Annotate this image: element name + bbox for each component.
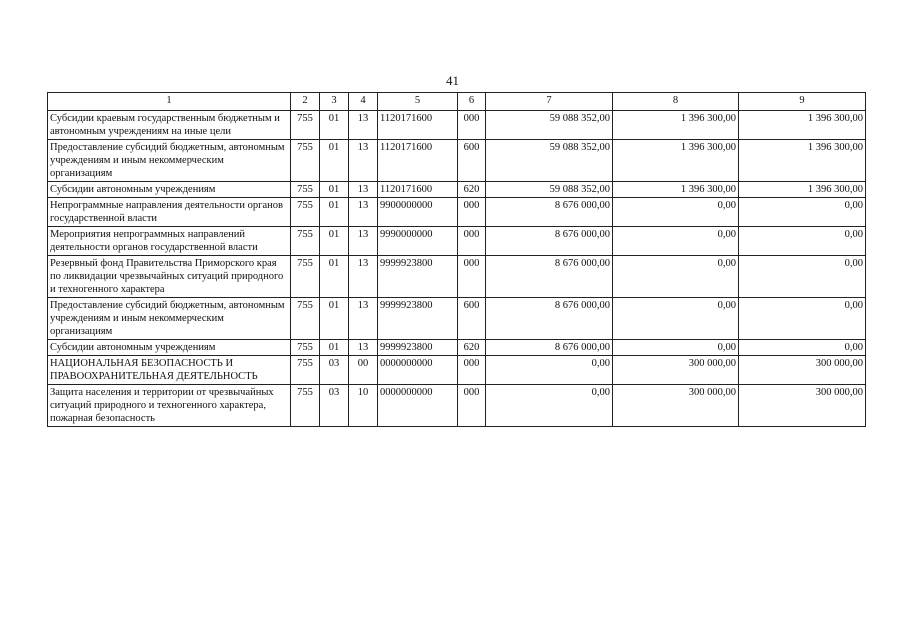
section-code: 01 — [320, 256, 349, 298]
subsection-code: 10 — [349, 385, 378, 427]
column-header: 9 — [739, 93, 866, 111]
subsection-code: 13 — [349, 111, 378, 140]
amount-col9: 1 396 300,00 — [739, 140, 866, 182]
section-code: 03 — [320, 385, 349, 427]
header-row — [48, 93, 866, 111]
row-name: Субсидии автономным учреждениям — [48, 340, 291, 356]
amount-col7: 8 676 000,00 — [486, 198, 613, 227]
target-article-code: 1120171600 — [378, 111, 458, 140]
expense-type-code: 620 — [458, 182, 486, 198]
target-article-code: 0000000000 — [378, 356, 458, 385]
subsection-code: 13 — [349, 340, 378, 356]
column-header: 8 — [613, 93, 739, 111]
column-header: 6 — [458, 93, 486, 111]
amount-col8: 1 396 300,00 — [613, 111, 739, 140]
expense-type-code: 000 — [458, 198, 486, 227]
table-row — [48, 356, 866, 385]
row-name: НАЦИОНАЛЬНАЯ БЕЗОПАСНОСТЬ И ПРАВООХРАНИТЕЛЬНАЯ ДЕЯТЕЛЬНОСТЬ — [48, 356, 291, 385]
amount-col8: 0,00 — [613, 256, 739, 298]
amount-col8: 0,00 — [613, 340, 739, 356]
subsection-code: 13 — [349, 298, 378, 340]
amount-col7: 0,00 — [486, 385, 613, 427]
subsection-code: 13 — [349, 227, 378, 256]
row-name: Защита населения и территории от чрезвычайных ситуаций природного и техногенного характера, пожарная безопасность — [48, 385, 291, 427]
amount-col7: 0,00 — [486, 356, 613, 385]
amount-col8: 1 396 300,00 — [613, 182, 739, 198]
table-row — [48, 111, 866, 140]
expense-type-code: 000 — [458, 385, 486, 427]
subsection-code: 13 — [349, 198, 378, 227]
target-article-code: 9900000000 — [378, 198, 458, 227]
amount-col9: 1 396 300,00 — [739, 182, 866, 198]
amount-col9: 300 000,00 — [739, 356, 866, 385]
grbs-code: 755 — [291, 340, 320, 356]
amount-col8: 1 396 300,00 — [613, 140, 739, 182]
expense-type-code: 000 — [458, 111, 486, 140]
grbs-code: 755 — [291, 140, 320, 182]
grbs-code: 755 — [291, 111, 320, 140]
section-code: 01 — [320, 111, 349, 140]
table-row — [48, 140, 866, 182]
amount-col8: 0,00 — [613, 298, 739, 340]
table-row — [48, 182, 866, 198]
amount-col8: 0,00 — [613, 198, 739, 227]
row-name: Мероприятия непрограммных направлений деятельности органов государственной власти — [48, 227, 291, 256]
amount-col7: 59 088 352,00 — [486, 182, 613, 198]
table-row — [48, 198, 866, 227]
amount-col7: 8 676 000,00 — [486, 227, 613, 256]
amount-col9: 300 000,00 — [739, 385, 866, 427]
amount-col9: 0,00 — [739, 198, 866, 227]
amount-col7: 59 088 352,00 — [486, 111, 613, 140]
expense-type-code: 600 — [458, 140, 486, 182]
expense-type-code: 600 — [458, 298, 486, 340]
expense-type-code: 000 — [458, 227, 486, 256]
amount-col8: 300 000,00 — [613, 385, 739, 427]
section-code: 03 — [320, 356, 349, 385]
target-article-code: 1120171600 — [378, 182, 458, 198]
section-code: 01 — [320, 340, 349, 356]
grbs-code: 755 — [291, 182, 320, 198]
column-header: 1 — [48, 93, 291, 111]
column-header: 7 — [486, 93, 613, 111]
table-row — [48, 340, 866, 356]
amount-col7: 8 676 000,00 — [486, 256, 613, 298]
target-article-code: 0000000000 — [378, 385, 458, 427]
subsection-code: 00 — [349, 356, 378, 385]
grbs-code: 755 — [291, 198, 320, 227]
grbs-code: 755 — [291, 356, 320, 385]
table-row — [48, 385, 866, 427]
grbs-code: 755 — [291, 298, 320, 340]
amount-col7: 8 676 000,00 — [486, 340, 613, 356]
section-code: 01 — [320, 198, 349, 227]
budget-table — [47, 92, 866, 427]
target-article-code: 9999923800 — [378, 340, 458, 356]
target-article-code: 9990000000 — [378, 227, 458, 256]
section-code: 01 — [320, 298, 349, 340]
expense-type-code: 000 — [458, 256, 486, 298]
amount-col8: 0,00 — [613, 227, 739, 256]
amount-col9: 0,00 — [739, 256, 866, 298]
section-code: 01 — [320, 140, 349, 182]
column-header: 3 — [320, 93, 349, 111]
grbs-code: 755 — [291, 385, 320, 427]
amount-col7: 8 676 000,00 — [486, 298, 613, 340]
column-header: 4 — [349, 93, 378, 111]
row-name: Непрограммные направления деятельности органов государственной власти — [48, 198, 291, 227]
column-header: 2 — [291, 93, 320, 111]
table-body — [48, 111, 866, 427]
grbs-code: 755 — [291, 227, 320, 256]
table-row — [48, 298, 866, 340]
row-name: Субсидии автономным учреждениям — [48, 182, 291, 198]
section-code: 01 — [320, 182, 349, 198]
column-header: 5 — [378, 93, 458, 111]
grbs-code: 755 — [291, 256, 320, 298]
amount-col9: 0,00 — [739, 340, 866, 356]
expense-type-code: 620 — [458, 340, 486, 356]
page-number: 41 — [446, 73, 459, 88]
amount-col7: 59 088 352,00 — [486, 140, 613, 182]
amount-col8: 300 000,00 — [613, 356, 739, 385]
table-row — [48, 227, 866, 256]
row-name: Субсидии краевым государственным бюджетным и автономным учреждениям на иные цели — [48, 111, 291, 140]
row-name: Предоставление субсидий бюджетным, автономным учреждениям и иным некоммерческим организациям — [48, 298, 291, 340]
subsection-code: 13 — [349, 182, 378, 198]
amount-col9: 0,00 — [739, 227, 866, 256]
subsection-code: 13 — [349, 140, 378, 182]
amount-col9: 0,00 — [739, 298, 866, 340]
subsection-code: 13 — [349, 256, 378, 298]
target-article-code: 9999923800 — [378, 256, 458, 298]
row-name: Предоставление субсидий бюджетным, автономным учреждениям и иным некоммерческим организациям — [48, 140, 291, 182]
expense-type-code: 000 — [458, 356, 486, 385]
amount-col9: 1 396 300,00 — [739, 111, 866, 140]
row-name: Резервный фонд Правительства Приморского края по ликвидации чрезвычайных ситуаций природного и техногенного характера — [48, 256, 291, 298]
target-article-code: 1120171600 — [378, 140, 458, 182]
section-code: 01 — [320, 227, 349, 256]
table-row — [48, 256, 866, 298]
target-article-code: 9999923800 — [378, 298, 458, 340]
